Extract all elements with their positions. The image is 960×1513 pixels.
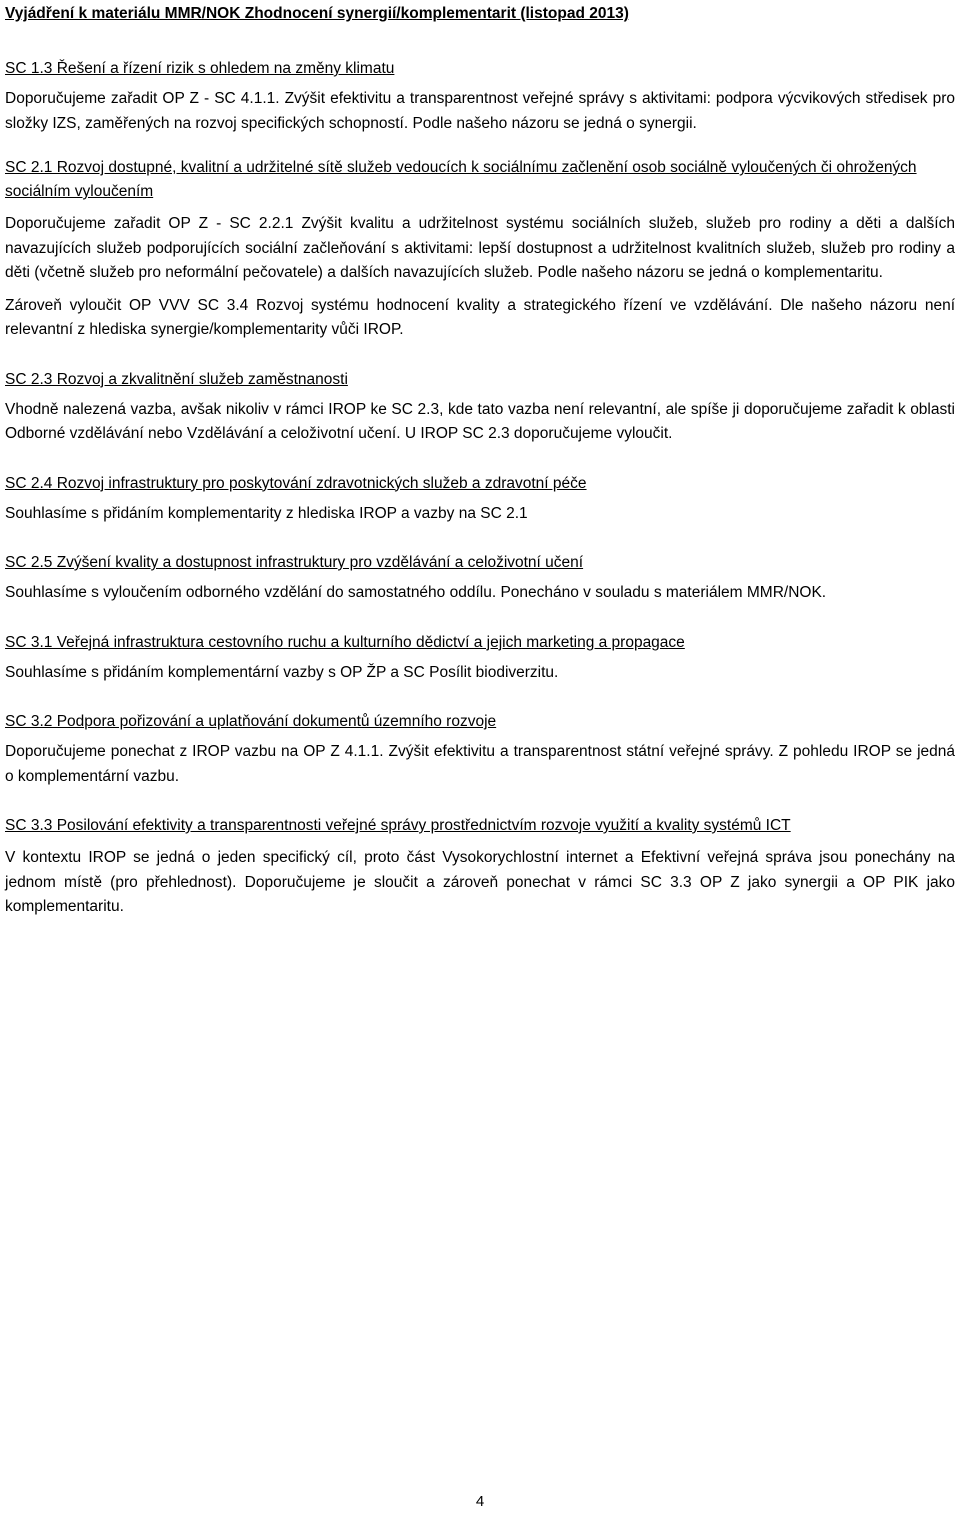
section-heading: SC 2.3 Rozvoj a zkvalitnění služeb zaměstnanosti bbox=[5, 370, 348, 388]
section-paragraph: Souhlasíme s přidáním komplementární vazby s OP ŽP a SC Posílit biodiverzitu. bbox=[5, 663, 559, 681]
section-paragraph: Zároveň vyloučit OP VVV SC 3.4 Rozvoj systému hodnocení kvality a strategického řízení ve vzdělávání. Dle našeho názoru není relevantní z hlediska synergie/komplementarity vůči IROP. bbox=[5, 296, 955, 338]
section-heading: SC 2.5 Zvýšení kvality a dostupnost infrastruktury pro vzdělávání a celoživotní učení bbox=[5, 554, 584, 571]
section-paragraph: Doporučujeme zařadit OP Z - SC 4.1.1. Zvýšit efektivitu a transparentnost veřejné správy s aktivitami: podpora výcvikových středisek pro složky IZS, zaměřených na rozvoj specifických schopností. Podle našeho názoru se jedná o synergii. bbox=[5, 90, 955, 132]
section-sc-3-1 bbox=[5, 631, 955, 686]
section-paragraph: Doporučujeme ponechat z IROP vazbu na OP Z 4.1.1. Zvýšit efektivitu a transparentnost státní veřejné správy. Z pohledu IROP se jedná o komplementární vazbu. bbox=[5, 743, 955, 785]
section-heading: SC 2.1 Rozvoj dostupné, kvalitní a udržitelné sítě služeb vedoucích k sociálnímu začlenění osob sociálně vyloučených či ohrožených sociálním vyloučením bbox=[5, 159, 917, 200]
section-paragraph: Vhodně nalezená vazba, avšak nikoliv v rámci IROP ke SC 2.3, kde tato vazba není relevantní, ale spíše ji doporučujeme zařadit k oblasti Odborné vzdělávání nebo Vzdělávání a celoživotní učení. U IROP SC 2.3 doporučujeme vyloučit. bbox=[5, 400, 955, 442]
page-number: 4 bbox=[475, 1493, 485, 1510]
section-heading: SC 3.3 Posilování efektivity a transparentnosti veřejné správy prostřednictvím rozvoje využití a kvality systémů ICT bbox=[5, 817, 791, 834]
section-sc-2-5 bbox=[5, 551, 955, 606]
section-paragraph: V kontextu IROP se jedná o jeden specifický cíl, proto část Vysokorychlostní internet a Efektivní veřejná správa jsou ponechány na jednom místě (pro přehlednost). Doporučujeme je sloučit a zároveň ponechat v rámci SC 3.3 OP Z jako synergii a OP PIK jako komplementaritu. bbox=[5, 849, 955, 915]
section-sc-3-3 bbox=[5, 814, 955, 920]
section-heading: SC 1.3 Řešení a řízení rizik s ohledem na změny klimatu bbox=[5, 60, 395, 77]
section-heading: SC 2.4 Rozvoj infrastruktury pro poskytování zdravotnických služeb a zdravotní péče bbox=[5, 474, 587, 492]
section-paragraph: Souhlasíme s přidáním komplementarity z hlediska IROP a vazby na SC 2.1 bbox=[5, 504, 528, 522]
section-sc-1-3 bbox=[5, 57, 955, 136]
section-sc-2-4 bbox=[5, 472, 955, 527]
section-sc-3-2 bbox=[5, 710, 955, 789]
section-heading: SC 3.1 Veřejná infrastruktura cestovního ruchu a kulturního dědictví a jejich marketing a propagace bbox=[5, 633, 685, 651]
section-sc-2-3 bbox=[5, 368, 955, 447]
section-paragraph: Souhlasíme s vyloučením odborného vzdělání do samostatného oddílu. Ponecháno v souladu s materiálem MMR/NOK. bbox=[5, 584, 827, 601]
section-paragraph: Doporučujeme zařadit OP Z - SC 2.2.1 Zvýšit kvalitu a udržitelnost systému sociálních služeb, služeb pro rodiny a děti a dalších navazujících služeb podporujících sociální začleňování s aktivitami: lepší dostupnost a udržitelnost kvalitních služeb, služeb pro rodiny a děti (včetně služeb pro neformální pečovatele) a dalších navazujících služeb. Podle našeho názoru se jedná o komplementaritu. bbox=[5, 215, 955, 281]
section-sc-2-1 bbox=[5, 156, 955, 343]
section-heading: SC 3.2 Podpora pořizování a uplatňování dokumentů územního rozvoje bbox=[5, 713, 497, 730]
document-title: Vyjádření k materiálu MMR/NOK Zhodnocení synergií/komplementarit (listopad 2013) bbox=[5, 5, 629, 22]
